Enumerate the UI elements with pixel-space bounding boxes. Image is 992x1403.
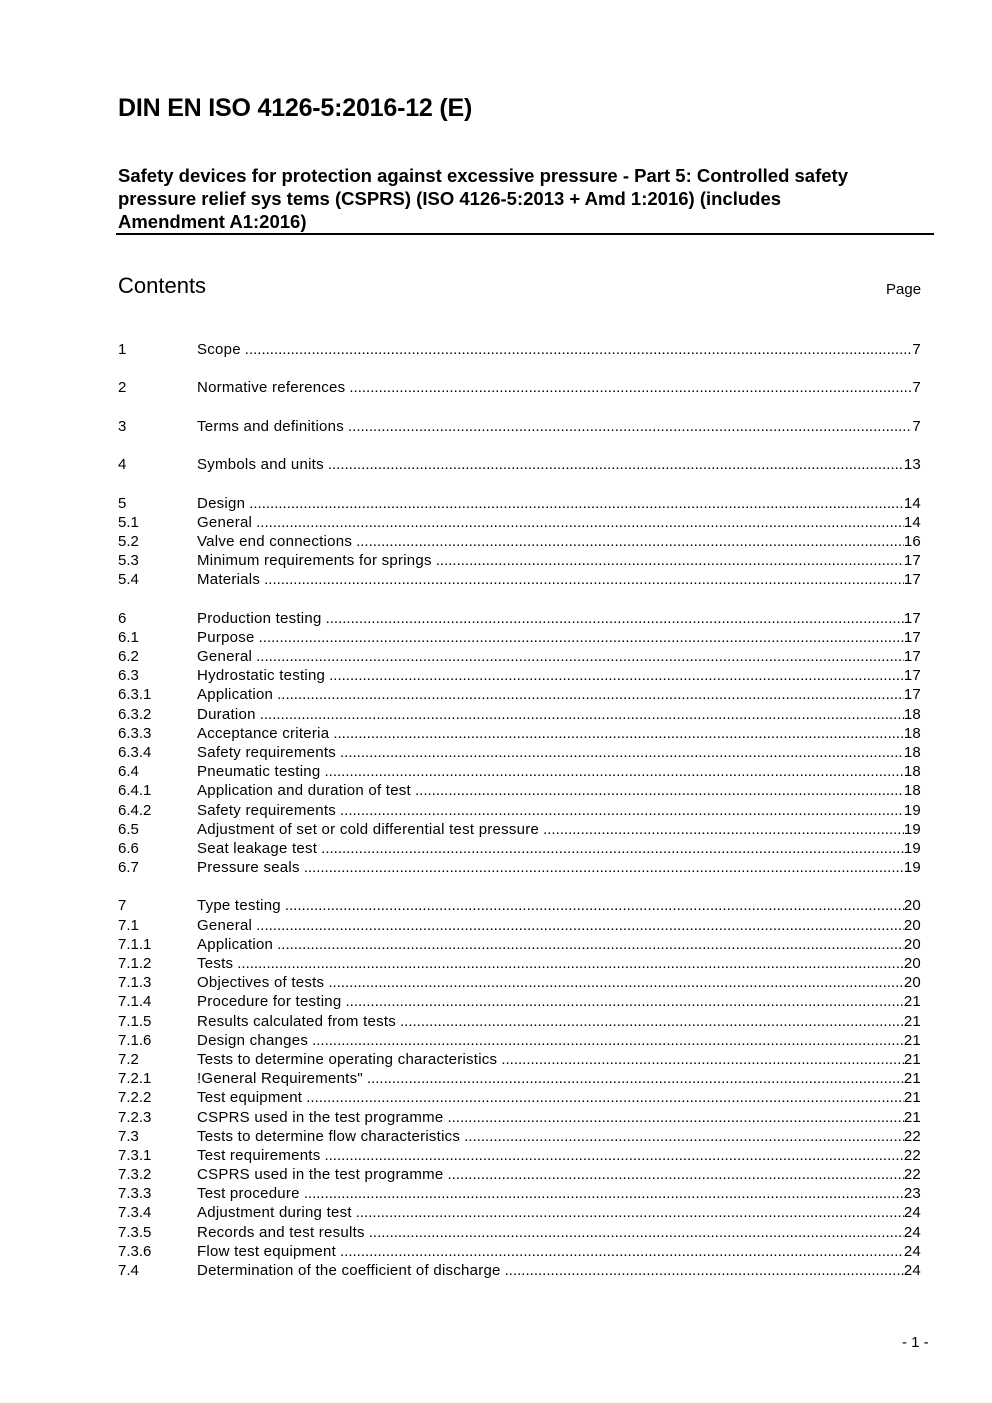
- toc-entry-page: 7: [912, 417, 921, 435]
- toc-entry[interactable]: [118, 513, 921, 532]
- toc-entry[interactable]: [118, 532, 921, 551]
- toc-entry-number: 7.3.3: [118, 1185, 152, 1203]
- toc-entry-line: [197, 762, 921, 781]
- toc-dot-leader: [259, 628, 904, 647]
- toc-entry-number: 7.3.1: [118, 1146, 152, 1164]
- document-title-line: Safety devices for protection against excessive pressure - Part 5: Controlled safety: [118, 165, 848, 186]
- toc-entry-number: 7.3.6: [118, 1242, 152, 1260]
- toc-entry[interactable]: [118, 1108, 921, 1127]
- toc-entry[interactable]: [118, 1146, 921, 1165]
- toc-entry-title: Production testing: [197, 609, 322, 627]
- toc-dot-leader: [256, 513, 904, 532]
- toc-entry-number: 7.1.3: [118, 974, 152, 992]
- toc-dot-leader: [349, 378, 912, 397]
- toc-entry-page: 23: [903, 1185, 921, 1203]
- toc-entry-page: 18: [903, 782, 921, 800]
- toc-entry-title: Type testing: [197, 897, 281, 915]
- toc-entry[interactable]: [118, 992, 921, 1011]
- toc-entry-page: 19: [903, 801, 921, 819]
- toc-entry-title: Results calculated from tests: [197, 1012, 396, 1030]
- document-title: [118, 164, 928, 233]
- toc-entry[interactable]: [118, 1203, 921, 1222]
- toc-dot-leader: [256, 647, 904, 666]
- toc-dot-leader: [328, 973, 904, 992]
- toc-entry-page: 17: [903, 686, 921, 704]
- toc-entry-title: Terms and definitions: [197, 417, 344, 435]
- toc-entry-number: 6.4.1: [118, 782, 152, 800]
- toc-entry-number: 7.3: [118, 1127, 139, 1145]
- table-of-contents: [118, 340, 921, 1280]
- toc-entry[interactable]: [118, 494, 921, 513]
- toc-entry-title: Test equipment: [197, 1089, 303, 1107]
- toc-entry-title: Adjustment of set or cold differential test pressure: [197, 820, 540, 838]
- toc-entry-number: 7.1: [118, 916, 139, 934]
- page-number-footer: - 1 -: [902, 1334, 929, 1351]
- toc-entry-number: 6.3.1: [118, 686, 152, 704]
- toc-dot-leader: [340, 743, 904, 762]
- toc-dot-leader: [333, 724, 904, 743]
- toc-dot-leader: [367, 1069, 904, 1088]
- toc-entry-line: [197, 992, 921, 1011]
- toc-entry-number: 6.3.3: [118, 724, 152, 742]
- toc-entry-number: 6.2: [118, 648, 139, 665]
- toc-entry-title: Normative references: [197, 379, 346, 397]
- toc-entry-page: 24: [903, 1262, 921, 1279]
- toc-entry-line: [197, 1184, 921, 1203]
- toc-entry-number: 7.1.4: [118, 993, 152, 1011]
- toc-entry-line: [197, 570, 921, 589]
- toc-entry-line: [197, 455, 921, 474]
- toc-dot-leader: [326, 609, 904, 628]
- toc-entry-number: 6.5: [118, 820, 139, 838]
- toc-dot-leader: [505, 1261, 904, 1280]
- toc-dot-leader: [249, 494, 904, 513]
- toc-entry-title: Objectives of tests: [197, 974, 325, 992]
- toc-entry-page: 20: [903, 916, 921, 934]
- toc-entry[interactable]: [118, 378, 921, 397]
- toc-entry-title: Design: [197, 494, 246, 512]
- toc-entry-page: 17: [903, 552, 921, 570]
- toc-entry-line: [197, 494, 921, 513]
- toc-dot-leader: [306, 1088, 904, 1107]
- toc-entry-line: [197, 1088, 921, 1107]
- toc-entry-line: [197, 1012, 921, 1031]
- toc-entry-number: 2: [118, 379, 127, 397]
- toc-entry-page: 18: [903, 763, 921, 781]
- toc-entry-number: 7.3.4: [118, 1204, 152, 1222]
- toc-entry-number: 7.3.2: [118, 1166, 152, 1184]
- toc-entry-line: [197, 609, 921, 628]
- toc-dot-leader: [356, 532, 904, 551]
- toc-entry-title: Adjustment during test: [197, 1204, 352, 1222]
- toc-entry-title: Safety requirements: [197, 743, 336, 761]
- toc-entry[interactable]: [118, 820, 921, 839]
- toc-entry-number: 6.3: [118, 667, 139, 685]
- toc-dot-leader: [277, 685, 904, 704]
- toc-entry-title: Minimum requirements for springs: [197, 552, 432, 570]
- toc-entry[interactable]: [118, 1031, 921, 1050]
- toc-entry[interactable]: [118, 417, 921, 436]
- document-id: DIN EN ISO 4126-5:2016-12 (E): [118, 94, 473, 122]
- toc-entry-page: 21: [903, 1012, 921, 1030]
- toc-dot-leader: [304, 858, 904, 877]
- toc-entry-title: Hydrostatic testing: [197, 667, 326, 685]
- toc-dot-leader: [264, 570, 904, 589]
- toc-entry-line: [197, 1203, 921, 1222]
- toc-entry-title: General: [197, 513, 253, 531]
- toc-dot-leader: [304, 1184, 904, 1203]
- toc-entry-number: 5.2: [118, 532, 139, 550]
- toc-entry[interactable]: [118, 954, 921, 973]
- toc-entry-number: 7.1.1: [118, 935, 152, 953]
- toc-entry-title: Tests to determine flow characteristics: [197, 1127, 461, 1145]
- toc-entry[interactable]: [118, 1012, 921, 1031]
- toc-dot-leader: [447, 1165, 903, 1184]
- toc-dot-leader: [329, 666, 904, 685]
- toc-dot-leader: [356, 1203, 904, 1222]
- toc-entry-title: Design changes: [197, 1031, 309, 1049]
- toc-entry-title: Materials: [197, 571, 261, 589]
- toc-entry-line: [197, 340, 921, 359]
- toc-entry-number: 4: [118, 456, 127, 474]
- document-title-line: Amendment A1:2016): [118, 211, 307, 232]
- toc-entry[interactable]: [118, 858, 921, 877]
- toc-entry-page: 21: [903, 1089, 921, 1107]
- toc-entry-title: General: [197, 648, 253, 665]
- toc-entry[interactable]: [118, 647, 921, 666]
- toc-dot-leader: [369, 1223, 904, 1242]
- toc-entry-line: [197, 705, 921, 724]
- toc-entry-page: 22: [903, 1166, 921, 1184]
- contents-heading: Contents: [118, 273, 207, 298]
- toc-entry-title: Duration: [197, 705, 256, 723]
- toc-dot-leader: [415, 781, 904, 800]
- toc-entry-page: 24: [903, 1223, 921, 1241]
- toc-entry-line: [197, 666, 921, 685]
- toc-entry[interactable]: [118, 762, 921, 781]
- toc-entry-page: 24: [903, 1204, 921, 1222]
- toc-entry-page: 21: [903, 993, 921, 1011]
- toc-entry-title: Procedure for testing: [197, 993, 342, 1011]
- toc-dot-leader: [324, 762, 903, 781]
- toc-entry-line: [197, 1050, 921, 1069]
- toc-entry-page: 16: [903, 532, 921, 550]
- toc-entry[interactable]: [118, 609, 921, 628]
- toc-entry-number: 7.2.2: [118, 1089, 152, 1107]
- toc-entry[interactable]: [118, 340, 921, 359]
- toc-entry-page: 19: [903, 820, 921, 838]
- toc-entry[interactable]: [118, 1261, 921, 1280]
- toc-entry-line: [197, 916, 921, 935]
- toc-entry-number: 6.7: [118, 859, 139, 877]
- toc-entry-title: Tests: [197, 955, 234, 972]
- toc-dot-leader: [237, 954, 904, 973]
- toc-entry-page: 7: [912, 341, 921, 358]
- toc-entry[interactable]: [118, 570, 921, 589]
- toc-entry[interactable]: [118, 1223, 921, 1242]
- toc-entry-line: [197, 724, 921, 743]
- toc-entry-title: Test requirements: [197, 1146, 321, 1164]
- toc-entry-line: [197, 647, 921, 666]
- toc-entry-line: [197, 551, 921, 570]
- toc-entry-page: 18: [903, 743, 921, 761]
- toc-entry-title: Valve end connections: [197, 532, 353, 550]
- toc-entry-line: [197, 858, 921, 877]
- toc-entry-number: 7.1.2: [118, 955, 152, 972]
- document-title-line: pressure relief sys tems (CSPRS) (ISO 4126-5:2013 + Amd 1:2016) (includes: [118, 188, 782, 209]
- toc-entry-line: [197, 1165, 921, 1184]
- toc-entry-line: [197, 1242, 921, 1261]
- toc-entry-title: CSPRS used in the test programme: [197, 1108, 444, 1126]
- toc-entry-number: 6.4.2: [118, 801, 152, 819]
- toc-entry[interactable]: [118, 455, 921, 474]
- toc-entry-line: [197, 628, 921, 647]
- toc-entry[interactable]: [118, 743, 921, 762]
- toc-entry-number: 7.1.5: [118, 1012, 152, 1030]
- toc-entry-page: 20: [903, 955, 921, 972]
- toc-entry-line: [197, 1069, 921, 1088]
- toc-entry[interactable]: [118, 839, 921, 858]
- toc-entry[interactable]: [118, 973, 921, 992]
- toc-entry-line: [197, 801, 921, 820]
- toc-entry-line: [197, 954, 921, 973]
- toc-entry-page: 17: [903, 609, 921, 627]
- toc-dot-leader: [501, 1050, 904, 1069]
- toc-entry-line: [197, 1031, 921, 1050]
- toc-entry-page: 14: [903, 513, 921, 531]
- toc-entry-line: [197, 1223, 921, 1242]
- toc-entry-title: General: [197, 916, 253, 934]
- toc-entry-line: [197, 1146, 921, 1165]
- toc-entry-page: 17: [903, 628, 921, 646]
- toc-entry-line: [197, 820, 921, 839]
- toc-entry[interactable]: [118, 628, 921, 647]
- toc-entry-title: Safety requirements: [197, 801, 336, 819]
- toc-entry[interactable]: [118, 666, 921, 685]
- toc-entry-title: Application: [197, 686, 274, 704]
- toc-entry-page: 18: [903, 705, 921, 723]
- toc-entry[interactable]: [118, 916, 921, 935]
- toc-entry-line: [197, 896, 921, 915]
- toc-dot-leader: [312, 1031, 904, 1050]
- toc-entry-number: 1: [118, 341, 127, 358]
- toc-entry[interactable]: [118, 1069, 921, 1088]
- toc-entry-number: 6.3.4: [118, 743, 152, 761]
- toc-entry-title: CSPRS used in the test programme: [197, 1166, 444, 1184]
- toc-entry-page: 22: [903, 1146, 921, 1164]
- toc-entry-line: [197, 1127, 921, 1146]
- toc-dot-leader: [400, 1012, 904, 1031]
- toc-entry-page: 17: [903, 667, 921, 685]
- toc-entry-number: 5.4: [118, 571, 139, 589]
- toc-entry[interactable]: [118, 1242, 921, 1261]
- toc-entry-page: 21: [903, 1070, 921, 1088]
- toc-entry-number: 6.3.2: [118, 705, 152, 723]
- toc-dot-leader: [245, 340, 913, 359]
- toc-entry-line: [197, 378, 921, 397]
- toc-entry-line: [197, 1108, 921, 1127]
- page-column-label: Page: [886, 281, 922, 298]
- toc-dot-leader: [260, 705, 904, 724]
- toc-entry-page: 17: [903, 571, 921, 589]
- toc-entry-title: Scope: [197, 341, 241, 358]
- toc-entry-number: 6.4: [118, 763, 139, 781]
- toc-entry-page: 20: [903, 897, 921, 915]
- toc-entry-title: Determination of the coefficient of discharge: [197, 1262, 501, 1279]
- toc-entry-line: [197, 743, 921, 762]
- toc-entry-number: 5.1: [118, 513, 139, 531]
- toc-entry-number: 7.4: [118, 1262, 139, 1279]
- toc-entry-title: Flow test equipment: [197, 1242, 336, 1260]
- toc-entry-page: 20: [903, 935, 921, 953]
- toc-entry-title: Pressure seals: [197, 859, 300, 877]
- toc-entry-title: Symbols and units: [197, 456, 324, 474]
- toc-dot-leader: [328, 455, 904, 474]
- toc-entry-title: Pneumatic testing: [197, 763, 321, 781]
- toc-entry[interactable]: [118, 1050, 921, 1069]
- toc-dot-leader: [321, 839, 904, 858]
- toc-entry[interactable]: [118, 1127, 921, 1146]
- toc-entry-line: [197, 973, 921, 992]
- toc-entry-page: 13: [903, 456, 921, 474]
- toc-entry-title: Seat leakage test: [197, 839, 318, 857]
- toc-entry-page: 19: [903, 839, 921, 857]
- toc-entry-title: Records and test results: [197, 1223, 365, 1241]
- toc-entry-line: [197, 935, 921, 954]
- toc-entry-line: [197, 839, 921, 858]
- toc-entry[interactable]: [118, 935, 921, 954]
- toc-entry-title: Application and duration of test: [197, 782, 411, 800]
- toc-entry-page: 21: [903, 1050, 921, 1068]
- toc-entry-page: 18: [903, 724, 921, 742]
- toc-entry-line: [197, 417, 921, 436]
- toc-dot-leader: [464, 1127, 904, 1146]
- toc-entry[interactable]: [118, 896, 921, 915]
- title-underline-rule: [116, 233, 934, 235]
- toc-entry-number: 7.3.5: [118, 1223, 152, 1241]
- toc-dot-leader: [277, 935, 904, 954]
- toc-entry-title: Acceptance criteria: [197, 724, 330, 742]
- toc-entry-title: Purpose: [197, 628, 255, 646]
- toc-dot-leader: [256, 916, 904, 935]
- toc-entry-title: Tests to determine operating characteristics: [197, 1050, 498, 1068]
- toc-entry-page: 21: [903, 1108, 921, 1126]
- toc-dot-leader: [340, 1242, 904, 1261]
- toc-entry[interactable]: [118, 1088, 921, 1107]
- toc-entry[interactable]: [118, 801, 921, 820]
- toc-dot-leader: [348, 417, 912, 436]
- toc-entry-title: Test procedure: [197, 1185, 300, 1203]
- toc-entry-line: [197, 1261, 921, 1280]
- toc-entry-line: [197, 513, 921, 532]
- toc-entry-number: 6.1: [118, 628, 139, 646]
- toc-dot-leader: [436, 551, 904, 570]
- toc-entry[interactable]: [118, 724, 921, 743]
- toc-entry-number: 5.3: [118, 552, 139, 570]
- toc-dot-leader: [285, 896, 904, 915]
- toc-dot-leader: [324, 1146, 903, 1165]
- toc-entry-page: 14: [903, 494, 921, 512]
- toc-dot-leader: [543, 820, 904, 839]
- toc-entry-title: !General Requirements": [197, 1070, 363, 1088]
- toc-entry-line: [197, 685, 921, 704]
- toc-entry[interactable]: [118, 551, 921, 570]
- toc-entry-page: 21: [903, 1031, 921, 1049]
- toc-entry[interactable]: [118, 685, 921, 704]
- toc-entry-number: 6.6: [118, 839, 139, 857]
- toc-entry-page: 7: [912, 379, 921, 397]
- toc-dot-leader: [340, 801, 904, 820]
- toc-entry-page: 22: [903, 1127, 921, 1145]
- toc-entry[interactable]: [118, 781, 921, 800]
- toc-entry-page: 17: [903, 648, 921, 665]
- toc-dot-leader: [447, 1108, 903, 1127]
- toc-entry[interactable]: [118, 705, 921, 724]
- toc-entry-number: 7: [118, 897, 127, 915]
- toc-entry-number: 7.2.1: [118, 1070, 152, 1088]
- toc-dot-leader: [346, 992, 904, 1011]
- toc-entry-number: 7.2.3: [118, 1108, 152, 1126]
- toc-entry-number: 7.1.6: [118, 1031, 152, 1049]
- toc-entry[interactable]: [118, 1184, 921, 1203]
- toc-entry-number: 6: [118, 609, 127, 627]
- toc-entry-title: Application: [197, 935, 274, 953]
- toc-entry-page: 20: [903, 974, 921, 992]
- toc-entry-line: [197, 781, 921, 800]
- toc-entry[interactable]: [118, 1165, 921, 1184]
- toc-entry-page: 19: [903, 859, 921, 877]
- toc-entry-line: [197, 532, 921, 551]
- toc-entry-page: 24: [903, 1242, 921, 1260]
- toc-entry-number: 7.2: [118, 1050, 139, 1068]
- toc-entry-number: 3: [118, 417, 127, 435]
- toc-entry-number: 5: [118, 494, 127, 512]
